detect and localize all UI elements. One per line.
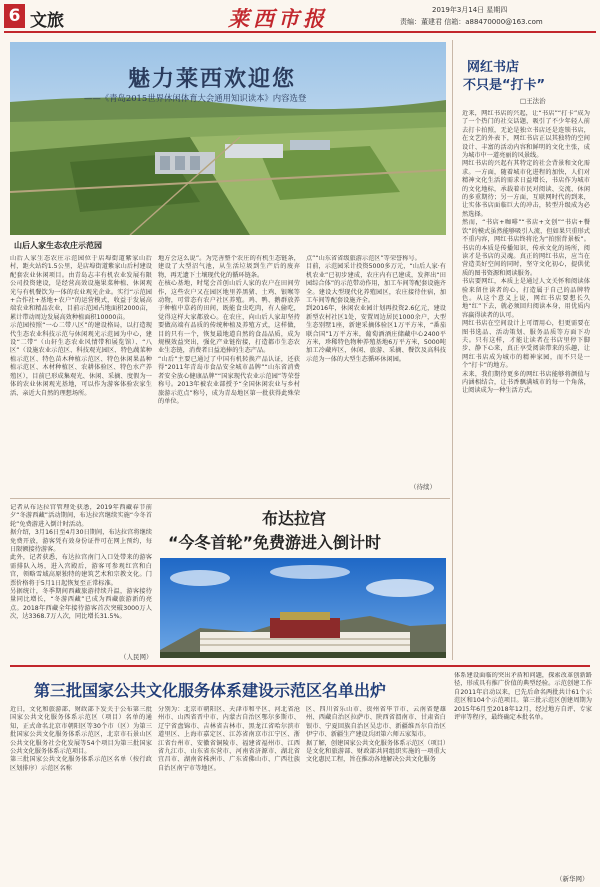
potala-title-2: “今冬首轮”免费游进入倒计时 (168, 533, 382, 552)
editor-line: 责编：董建君 信箱：a88470000@163.com (400, 18, 543, 26)
potala-photo (160, 558, 446, 658)
feature-column-1: 山后人家生态农庄示范园位于店埠街道紫家山后村，距火站约1.5公里，是店埠街道紫家山后村建设配套农业休闲项目。由青岛志丰有机农业发展有限公司投资建设，是经营高效设施果菜种植、休闲观光与有机餐饮为一体的农业观光企业。实行“示范园+合作社+基地+农户”的运营模式，收益于发展高端农业和精品农业，目前示范园占地面积2000亩，累计带动周边发展高效种植面积10000亩。 示范园按照“一心二带八区”的建设格局，以打造现代生态农业科技示范与休闲观光示范园为中心，建设“二带”（山轩生态农业风情带和展览馆）、“八区”（设施农业示范区、科技观光园区、特色蔬菜种植示范区、特色苗木种植示范区、特色休闲果品种植示范区、木材种植区、农耕体验区、特色水产养殖区），目前已形成集观光、休闲、采摘、度假为一体的农业休闲观光基地，可以作为游客体验农家生活、亲近大自然的理想场所。 (10, 255, 152, 397)
feature-column-3: 点”“山东省省级旅游示范区”等荣誉称号。 目前，示范园采计投资5000多万元，“山后人家·有机农业”已初步建成，农庄内有已建成，发挥出“田园综合体”的示范带动作用，加工车间等配套设施齐全。建设大型现代化养殖园区，农庄接待住宿，加工车间等配套设施齐全。 到2016年，休闲农业园计划再投资2.6亿元，建设新型农村社区1处，安置周边居民1000余户，大型生态别墅1座，新建采摘体验区1万平方米，“番茄联合国”1万平方米，葡萄酒酒庄储藏中心2400平方米，珍稀特色物种养殖基地6万平方米，5000吨加工冷藏库区，休闲、旅游、采摘、餐饮及高科技示范为一体的大型生态循环休闲园。 (306, 255, 446, 363)
middle-divider (10, 498, 450, 499)
bottom-column-1: 近日，文化和旅游部、财政部下发关于公布第三批国家公共文化服务体系示范区（项目）名单的通知，正式命名北京市朝阳区等30个市（区）为第三批国家公共文化服务体系示范区，北京市石景山区公共文化服务社会化发展等54个项目为第三批国家公共文化服务体系示范项目。 第三批国家公共文化服务体系示范区名单（按行政区划排序）示范区名称 (10, 706, 152, 772)
potala-note: （人民网） (120, 653, 153, 661)
page-number: 6 (8, 6, 21, 26)
potala-title-1: 布达拉宫 (262, 509, 327, 528)
right-article-title-2: 不只是“打卡” (463, 78, 546, 93)
feature-title: 魅力莱西欢迎您 (128, 67, 297, 92)
photo-caption: 山后人家生态农庄示范园 (14, 241, 102, 250)
right-article-title-1: 网红书店 (467, 60, 520, 75)
right-article-body: 近来，网红书店的兴起，让“书店”“打卡”成为了一个热门的社交话题，吸引了不少年轻人前去打卡拍照，无论是独立书店还是连锁书店，在文艺的外表下，网红书店正以其独特的空间设计、丰富的活动内容和鲜明的文化主张，成为城市中一道亮丽的风景线。 网红书店的兴起有其特定的社会背景和文化需求。一方面，随着城市化进程的加快，人们对精神文化生活的需求日益增长，书店作为城市的文化地标，承载着市民对阅读、交流、休闲的多重期待；另一方面，互联网时代的到来，让实体书店面临巨大的冲击，转型升级成为必然选择。 然而，“书店+咖啡”“书店+文创”“书店+餐饮”的模式虽然能够吸引人流，但如果只重形式不重内容，网红书店终将沦为“拍照背景板”。书店的本质是传播知识、传承文化的场所，阅读才是书店的灵魂。真正的网红书店，应当在营造美好空间的同时，坚守文化初心，提供优质的图书资源和阅读服务。 书店要网红，本质上是通过人文关怀和阅读体验来留住读者的心，打造属于自己的品牌特色。从这个意义上说，网红书店要想长久地“红”下去，就必须回归阅读本身，用优质内容赢得读者的认可。 网红书店在空间设计上可谓用心，但更需要在图书选品、活动策划、服务品质等方面下功夫。只有这样，才能让读者在书店里停下脚步、静下心来，真正享受阅读带来的乐趣，让网红书店成为城市的精神家园，而不只是一个“打卡”的地方。 未来，我们期待更多的网红书店能够将颜值与内涵相结合，让书香飘满城市的每一个角落，让阅读成为一种生活方式。 (462, 110, 590, 395)
header-rule (4, 31, 596, 33)
feature-column-2: 地方会这么说”。为完善整个农庄的有机生态链条，建设了大型沼气池，从生活垃圾到生产后的废弃物，再无遗下土壤现代化的循环链条。 在核心基地，时髦会首创山后人家的农户在田间劳作，这些农户又在园区地里养黑猪、土鸡、银喉等动物，可常态有农户社区养殖。鸡、鸭、鹅群放养于种植中草药的田间，既能食虫吃肉，有人偷吃，觉得这样大家都放心。在农庄，向山后人家却坚持要做高端有品质的传统种植及养殖方式，这样做，目的只有一个，恢复最地道自然的食品品质，成为规模效益突出，强化产业链衔接，打造都市生态农业生态链，消费者日益追捧的生态产品。 “山后”主要已通过了中国有机转换产品认证，还获得“2011年青岛市食品安全城市品牌”“山东省消费者安全放心健康品牌”“国家现代农业示范园”等荣誉称号。2013年被农业部授予“全国休闲农业与乡村旅游示范点”称号，成为青岛地区第一批获得此殊荣的单位。 (158, 255, 300, 405)
right-article-author: □王法治 (520, 97, 546, 105)
section-name: 文旅 (30, 11, 64, 31)
potala-article-body: 记者从布达拉宫管理处获悉，2019年西藏春节前夕“冬游西藏”活动期间，布达拉宫继续实施“今冬首轮”免费游进入倒计时活动。 据介绍，3月16日至4月30日期间，布达拉宫将继续免费开放，游客凭有效身份证件可在网上预约，每日限额接待游客。 此外，记者获悉，布达拉宫南门入口处带来的游客需排队入场，进入宫殿后，游客可参观红宫和白宫，领略雪域高原独特的建筑艺术和宗教文化。门票价格将于5月1日起恢复至正常标准。 另据统计，冬季期间西藏旅游持续升温，游客接待量同比增长，“冬游西藏”已成为西藏旅游新的亮点。2018年西藏全年接待游客首次突破3000万人次，达3368.7万人次，同比增长31.5%。 (10, 504, 152, 621)
feature-note: （待续） (410, 483, 436, 491)
bottom-column-4: 体系建设面临的突出矛盾和问题，探索改革创新路径，形成具有推广价值的典型经验。示范创建工作自2011年启动以来，已先后命名两批共计61个示范区和104个示范项目。第三批示范区创建周期为2015年6月至2018年12月，经过地方自评、专家评审等程序，最终确定本批名单。 (454, 672, 592, 722)
page-number-badge (4, 4, 25, 28)
potala-palace-image (160, 558, 446, 658)
bottom-column-3: 区、四川省乐山市、贵州省毕节市、云南省楚雄州、西藏自治区拉萨市、陕西省渭南市、甘肃省白银市、宁夏回族自治区吴忠市、新疆维吾尔自治区伊宁市、新疆生产建设兵团第六师五家渠市。 据了解，创建国家公共文化服务体系示范区（项目）是文化和旅游部、财政部共同组织实施的一项重大文化惠民工程，旨在推动各地解决公共文化服务 (306, 706, 446, 764)
bottom-note: （新华网） (556, 875, 589, 883)
bottom-divider (10, 665, 590, 667)
date-line: 2019年3月14日 星期四 (432, 6, 508, 14)
feature-subtitle: ——《青岛2015世界休闲体育大会通用知识读本》内容选登 (84, 93, 307, 103)
bottom-article-title: 第三批国家公共文化服务体系建设示范区名单出炉 (34, 681, 387, 700)
masthead: 莱西市报 (228, 6, 328, 31)
bottom-column-2: 分别为：北京市朝阳区、天津市和平区、河北省沧州市、山西省晋中市、内蒙古自治区鄂尔多斯市、辽宁省盘锦市、吉林省吉林市、黑龙江省哈尔滨市道里区、上海市嘉定区、江苏省南京市江宁区、浙江省台州市、安徽省铜陵市、福建省福州市、江西省九江市、山东省东营市、河南省济源市、湖北省宜昌市、湖南省株洲市、广东省佛山市、广西壮族自治区南宁市等地区。 (158, 706, 300, 772)
right-column-divider (452, 40, 453, 660)
